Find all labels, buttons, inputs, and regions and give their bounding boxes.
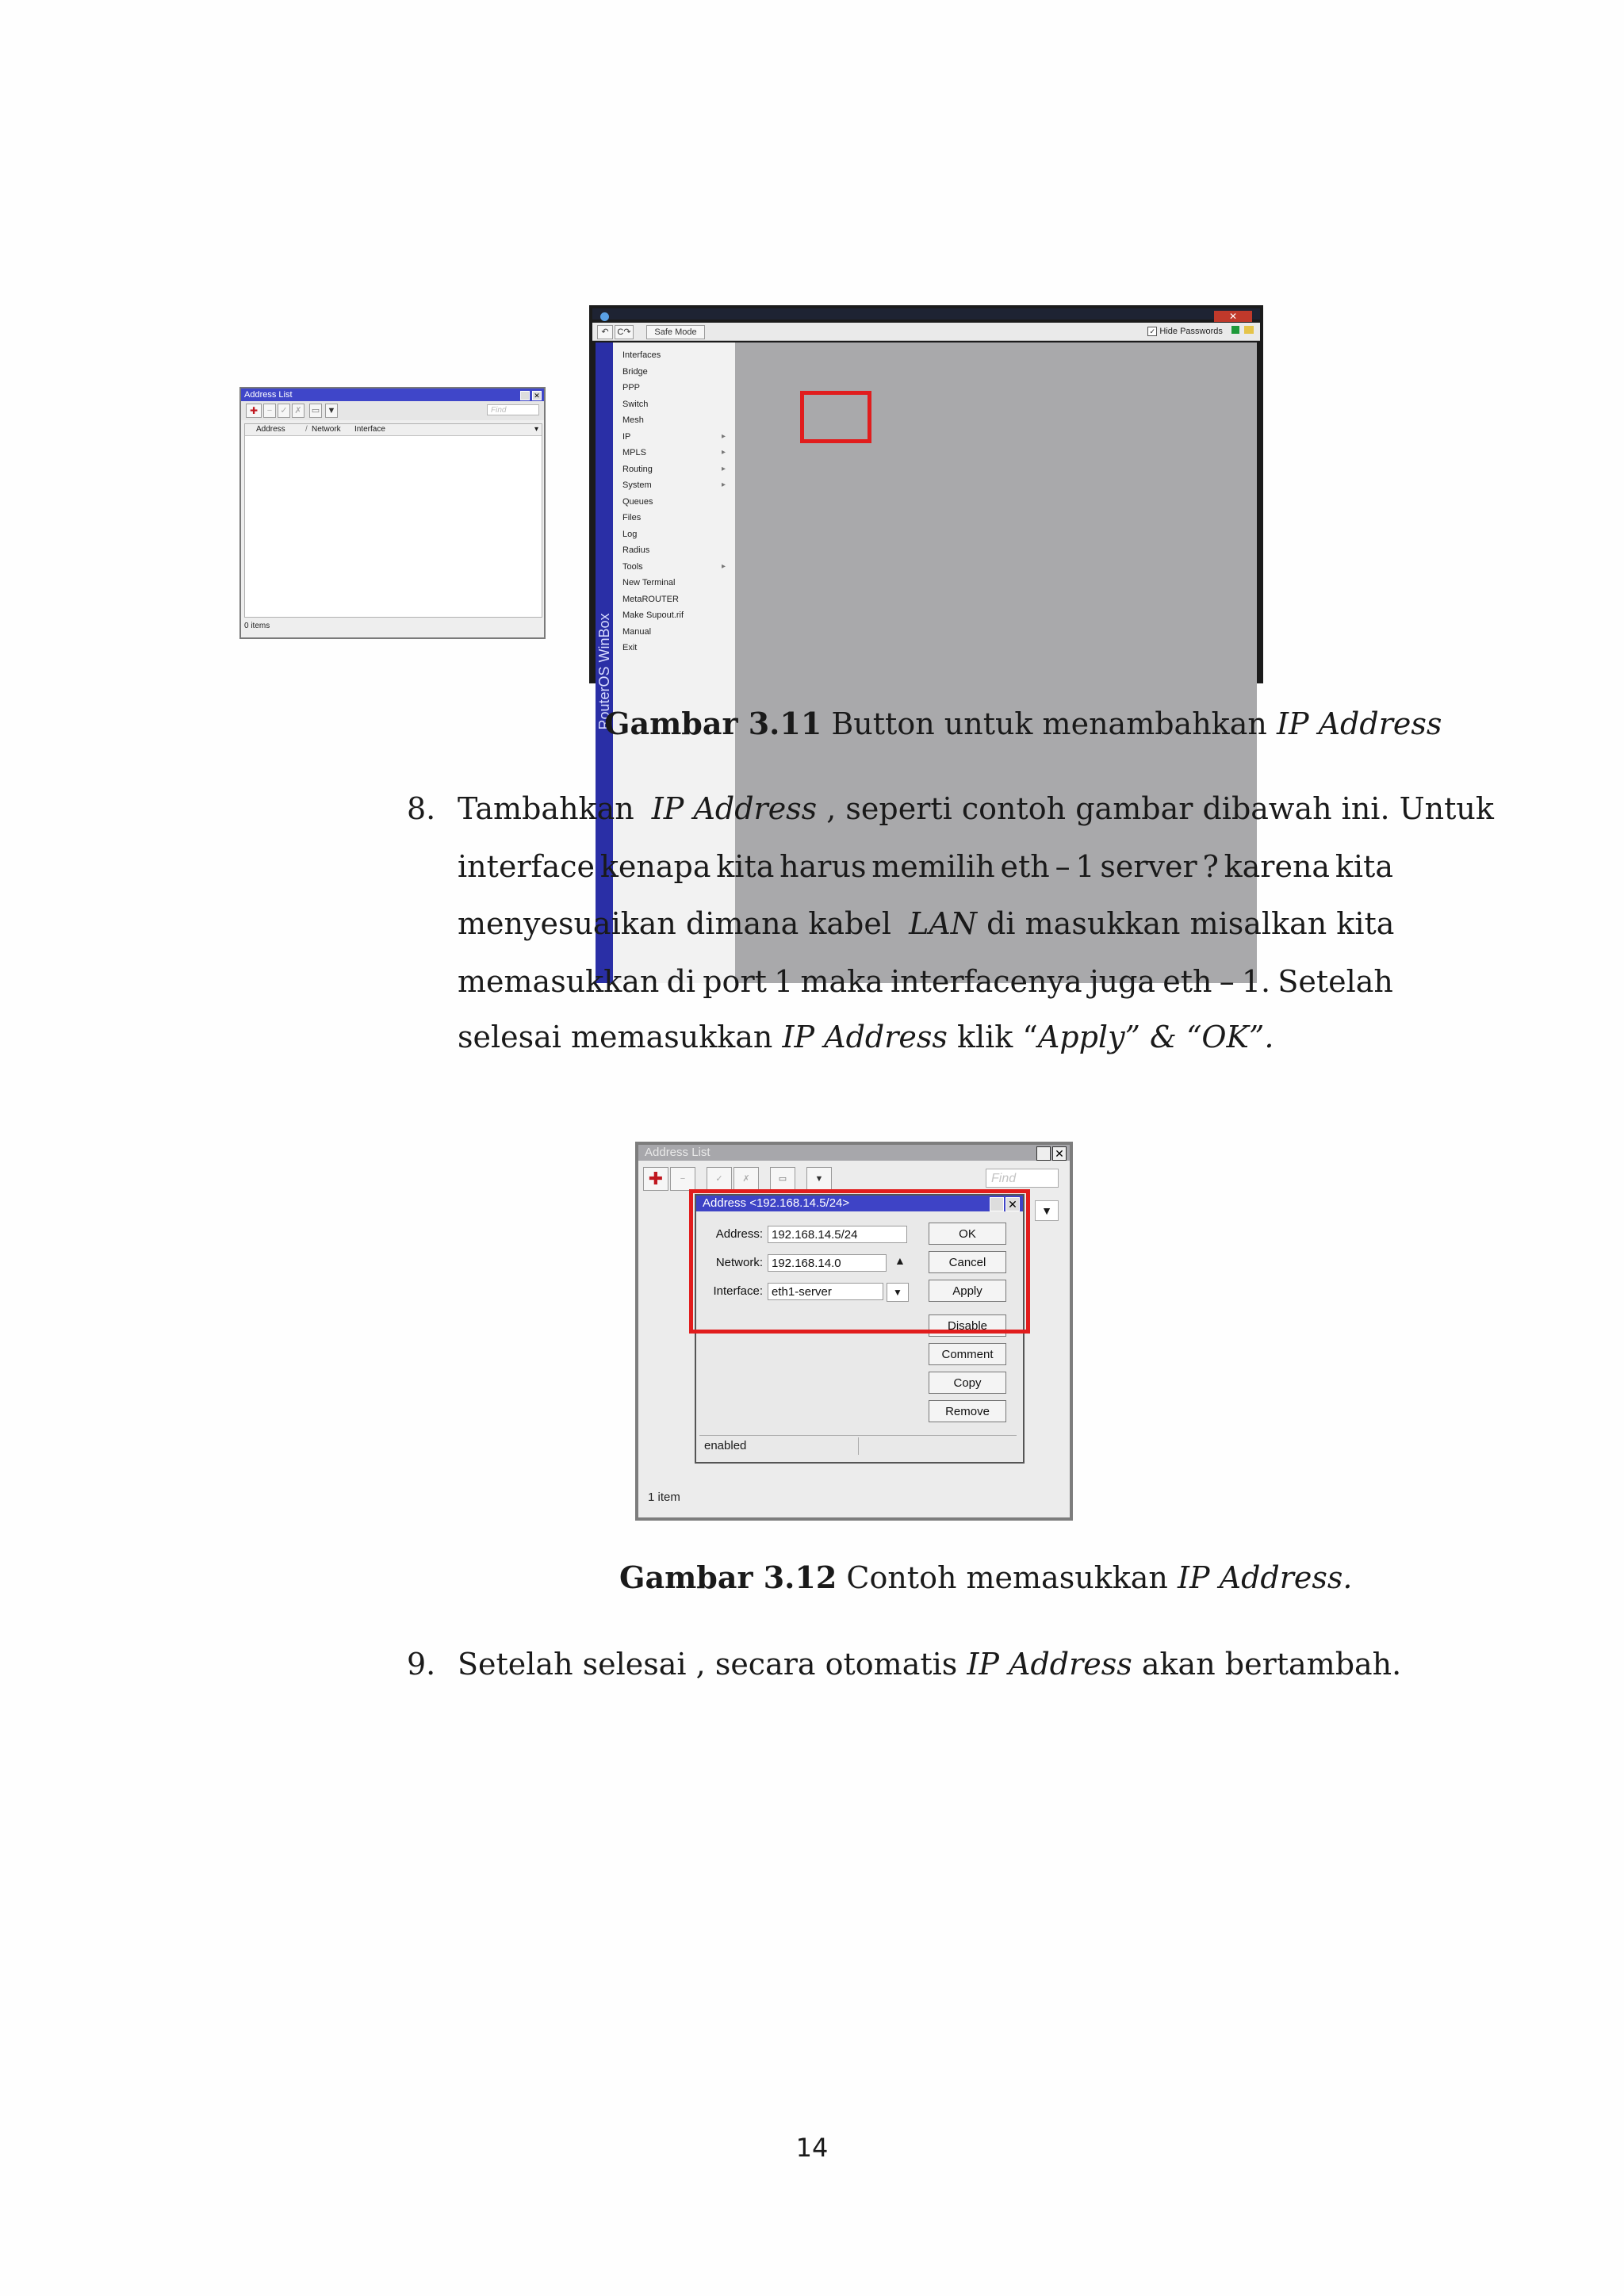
menu-item-label: Bridge (622, 366, 648, 377)
paragraph-line (458, 849, 1393, 884)
address-field[interactable]: 192.168.14.5/24 (768, 1226, 907, 1243)
menu-item-label: Exit (622, 643, 638, 652)
column-network[interactable]: Network (312, 425, 341, 434)
green-status-icon (1231, 326, 1239, 334)
winbox-app-icon (600, 312, 609, 321)
menu-item-label: Radius (622, 545, 650, 555)
copy-button[interactable]: Copy (929, 1372, 1006, 1394)
word: LAN (909, 906, 978, 941)
figure-caption (619, 1559, 1352, 1595)
interface-label: Interface: (713, 1284, 763, 1298)
comment-button[interactable]: Comment (929, 1343, 1006, 1365)
highlight-add-button (800, 391, 871, 443)
filter-icon[interactable]: ▼ (325, 404, 338, 418)
word: – (1055, 849, 1071, 884)
paragraph-line (458, 964, 1393, 999)
maximize-icon[interactable] (1036, 1146, 1051, 1161)
caption-number: Gambar 3.12 (619, 1559, 837, 1595)
column-interface[interactable]: Interface (354, 425, 385, 434)
menu-item-label: PPP (622, 383, 641, 392)
menu-item-metarouter[interactable] (622, 591, 726, 607)
menu-item-label: Tools (622, 561, 643, 572)
network-field[interactable]: 192.168.14.0 (768, 1254, 887, 1272)
menu-item-label: MetaROUTER (622, 594, 679, 604)
step-number: 8. (407, 791, 436, 826)
dialog-title: Address <192.168.14.5/24> (703, 1196, 850, 1210)
submenu-arrow-icon: ▸ (721, 480, 726, 489)
winbox-main-menu (613, 342, 735, 983)
filter-icon[interactable]: ▼ (806, 1167, 832, 1191)
address-label: Address: (715, 1227, 763, 1241)
find-input[interactable]: Find (487, 404, 539, 415)
caption-text: Button untuk menambahkan (831, 706, 1267, 741)
dialog-statusbar (699, 1435, 1017, 1456)
word: interfacenya (891, 964, 1082, 999)
word: server (1100, 849, 1197, 884)
close-icon[interactable]: ✕ (1005, 1197, 1020, 1211)
word: interface (458, 849, 596, 884)
winbox-titlebar (592, 308, 1260, 320)
menu-item-radius[interactable] (622, 542, 726, 558)
remove-button[interactable]: Remove (929, 1400, 1006, 1422)
word: IP Address (967, 1647, 1132, 1682)
menu-item-exit[interactable] (622, 640, 726, 656)
checkbox-icon: ✓ (1147, 327, 1157, 336)
address-list-window (239, 387, 546, 639)
paragraph-line (458, 1647, 1401, 1682)
address-list-title: Address List (645, 1146, 710, 1159)
word: 1 (1075, 849, 1095, 884)
word: juga (1089, 964, 1156, 999)
word: Apply” & “OK”. (1037, 1020, 1274, 1054)
menu-item-mpls[interactable] (622, 445, 726, 461)
address-list-title: Address List (244, 390, 293, 400)
hide-passwords-label: Hide Passwords (1159, 327, 1223, 336)
highlight-dialog-fields (689, 1189, 1030, 1334)
menu-item-label: System (622, 480, 652, 490)
close-icon[interactable]: ✕ (1052, 1146, 1067, 1161)
paragraph-line (458, 906, 1393, 941)
address-list-titlebar (638, 1145, 1070, 1161)
menu-item-label: Manual (622, 626, 652, 637)
status-divider (858, 1437, 859, 1455)
add-icon[interactable]: ✚ (246, 404, 262, 418)
disable-icon[interactable]: ✗ (733, 1167, 759, 1191)
menu-item-switch[interactable] (622, 396, 726, 412)
sort-icon: / (305, 425, 308, 434)
menu-item-manual[interactable] (622, 624, 726, 640)
menu-item-label: Switch (622, 399, 649, 409)
word: port (703, 964, 767, 999)
caption-number: Gambar 3.11 (604, 706, 822, 741)
interface-select[interactable]: eth1-server (768, 1283, 883, 1300)
dropdown-arrow-icon[interactable]: ▼ (887, 1283, 909, 1302)
routeros-winbox-label: RouterOS WinBox (596, 613, 612, 730)
word: harus (779, 849, 867, 884)
find-input[interactable]: Find (986, 1169, 1059, 1188)
menu-item-routing[interactable] (622, 461, 726, 477)
menu-item-system[interactable] (622, 477, 726, 493)
chevron-down-icon[interactable]: ▾ (534, 425, 538, 434)
lock-icon (1244, 326, 1254, 334)
menu-item-label: Interfaces (622, 350, 661, 360)
menu-item-label: New Terminal (622, 578, 676, 587)
menu-item-label: Routing (622, 464, 653, 474)
menu-item-label: Queues (622, 496, 653, 507)
enable-icon[interactable]: ✓ (707, 1167, 732, 1191)
address-list-toolbar (241, 401, 544, 420)
disable-icon[interactable]: ✗ (292, 404, 304, 418)
word: maka (800, 964, 883, 999)
paragraph-line (458, 791, 1494, 826)
word: eth (1162, 964, 1212, 999)
dialog-status: enabled (704, 1439, 747, 1452)
word: – (1219, 964, 1235, 999)
word: karena (1224, 849, 1331, 884)
page-number: 14 (795, 2133, 829, 2163)
submenu-arrow-icon: ▸ (721, 431, 726, 441)
close-icon[interactable]: ✕ (532, 391, 542, 400)
network-label: Network: (715, 1256, 763, 1269)
word: kenapa (599, 849, 711, 884)
step-number: 9. (407, 1647, 436, 1682)
address-list-status: 0 items (244, 622, 270, 630)
caption-italic: IP Address. (1177, 1560, 1353, 1595)
menu-item-label: Files (622, 513, 642, 522)
comment-icon[interactable]: ▭ (770, 1167, 795, 1191)
word: ? (1202, 849, 1219, 884)
address-grid (244, 423, 542, 618)
remove-icon[interactable]: − (670, 1167, 695, 1191)
maximize-icon[interactable] (520, 391, 530, 400)
word: IP Address (782, 1020, 948, 1054)
address-grid-header (245, 424, 542, 436)
word: Setelah selesai , secara otomatis (458, 1647, 967, 1682)
add-icon[interactable]: ✚ (643, 1167, 668, 1191)
menu-item-ppp[interactable] (622, 380, 726, 396)
menu-item-new-terminal[interactable] (622, 575, 726, 591)
menu-item-make-supout-rif[interactable] (622, 607, 726, 623)
ok-button[interactable]: OK (929, 1223, 1006, 1245)
word: klik “ (947, 1020, 1038, 1054)
word: IP Address (651, 791, 818, 826)
menu-item-tools[interactable] (622, 559, 726, 575)
caption-italic: IP Address (1276, 706, 1442, 741)
routeros-sidebar-band (596, 342, 613, 983)
word: Setelah (1277, 964, 1393, 999)
word: di masukkan misalkan kita (977, 906, 1395, 941)
chevron-down-icon[interactable]: ▼ (1035, 1200, 1059, 1221)
submenu-arrow-icon: ▸ (721, 561, 726, 571)
collapse-up-icon[interactable]: ▲ (894, 1254, 906, 1267)
menu-item-label: Log (622, 529, 638, 539)
menu-item-files[interactable] (622, 510, 726, 526)
word: , seperti contoh gambar dibawah ini. Untuk (817, 791, 1494, 826)
word: akan bertambah. (1132, 1647, 1402, 1682)
word: memilih (871, 849, 995, 884)
address-list-titlebar (241, 388, 544, 401)
word: kita (716, 849, 775, 884)
apply-button[interactable]: Apply (929, 1280, 1006, 1302)
menu-item-log[interactable] (622, 526, 726, 542)
menu-item-mesh[interactable] (622, 412, 726, 428)
menu-item-bridge[interactable] (622, 364, 726, 380)
winbox-toolbar (592, 323, 1260, 341)
menu-item-label: IP (622, 431, 631, 442)
redo-icon[interactable]: C↷ (615, 325, 634, 339)
word: eth (1000, 849, 1050, 884)
word: 1 (774, 964, 794, 999)
remove-icon[interactable]: − (263, 404, 276, 418)
menu-item-label: MPLS (622, 448, 646, 457)
word: Tambahkan (458, 791, 644, 826)
enable-icon[interactable]: ✓ (278, 404, 290, 418)
comment-icon[interactable]: ▭ (309, 404, 322, 418)
undo-icon[interactable]: ↶ (597, 325, 613, 339)
word: di (666, 964, 696, 999)
figure-caption (604, 706, 1442, 741)
submenu-arrow-icon: ▸ (721, 464, 726, 473)
close-icon[interactable]: ✕ (1214, 311, 1252, 322)
word: selesai memasukkan (458, 1020, 783, 1054)
word: memasukkan (458, 964, 660, 999)
menu-item-ip[interactable] (622, 429, 726, 445)
menu-item-label: Mesh (622, 415, 644, 425)
menu-item-queues[interactable] (622, 494, 726, 510)
paragraph-line (458, 1008, 1274, 1066)
word: menyesuaikan dimana kabel (458, 906, 902, 941)
hide-passwords-toggle[interactable] (1147, 326, 1254, 336)
disable-button[interactable]: Disable (929, 1314, 1006, 1337)
menu-item-label: Make Supout.rif (622, 610, 684, 620)
submenu-arrow-icon: ▸ (721, 448, 726, 457)
menu-item-interfaces[interactable] (622, 347, 726, 363)
column-address[interactable]: Address (256, 425, 285, 434)
word: 1. (1241, 964, 1271, 999)
word: kita (1335, 849, 1393, 884)
cancel-button[interactable]: Cancel (929, 1251, 1006, 1273)
safe-mode-button[interactable]: Safe Mode (646, 325, 705, 339)
caption-text: Contoh memasukkan (846, 1560, 1168, 1595)
address-list-toolbar (638, 1167, 1070, 1191)
address-list-status: 1 item (648, 1490, 680, 1504)
